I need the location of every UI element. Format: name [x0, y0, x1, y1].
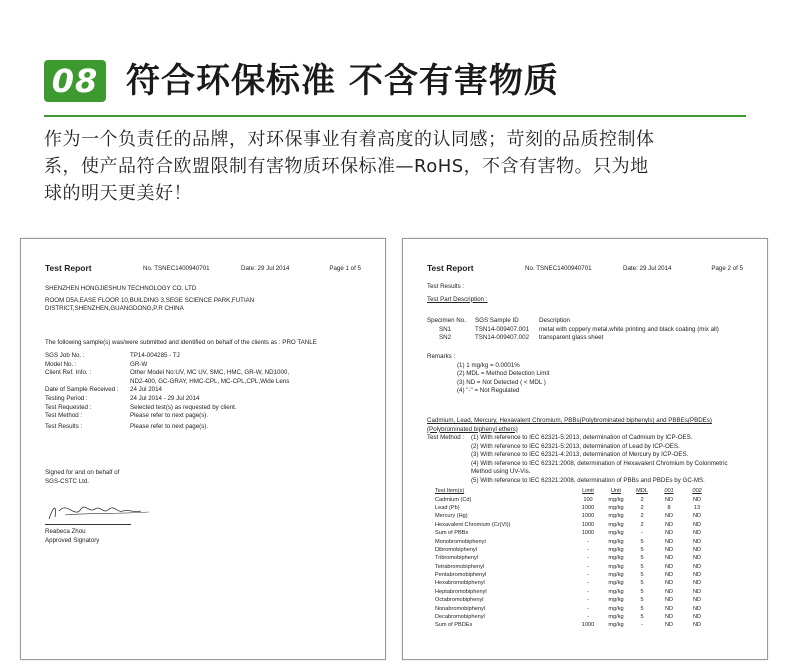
table-cell: -	[587, 546, 589, 553]
section-heading	[427, 417, 743, 434]
table-cell: 1000	[581, 513, 595, 520]
table-cell: 100	[583, 496, 593, 503]
report-page-number: Page 1 of 5	[329, 265, 361, 272]
table-cell: 2	[640, 504, 644, 511]
table-cell: mg/kg	[608, 605, 624, 612]
results-header-cell: Test Item(s)	[435, 488, 465, 495]
results-header-cell: 002	[692, 488, 702, 495]
table-cell: ND	[664, 622, 674, 629]
signed-for	[45, 469, 361, 486]
table-cell: Sum of PBDEs	[435, 622, 473, 629]
table-row	[435, 554, 711, 562]
detail-key: Test Results :	[45, 422, 83, 430]
handwritten-signature	[45, 497, 155, 525]
table-cell: Nonabromobiphenyl	[435, 605, 486, 612]
table-cell: 13	[693, 504, 701, 511]
method-line: (5) With reference to IEC 62321:2008, determination of PBBs and PBDEs by GC-MS.	[471, 476, 705, 484]
statement-text: The following sample(s) was/were submitted and identified on behalf of the clients as : PRO TANLE	[45, 339, 317, 346]
specimen-header-cell: Specimen No.	[427, 317, 466, 324]
table-cell: mg/kg	[608, 513, 624, 520]
table-cell: Pentabromobiphenyl	[435, 572, 487, 579]
table-cell: 8	[667, 504, 671, 511]
report-page-number: Page 2 of 5	[711, 265, 743, 272]
table-cell: Hexabromobiphenyl	[435, 580, 485, 587]
specimen-table	[427, 317, 743, 343]
section-heading-line: (Polybrominated biphenyl ethers)	[427, 425, 518, 433]
table-row	[435, 588, 711, 596]
intro-line: 作为一个负责任的品牌，对环保事业有着高度的认同感；苛刻的品质控制体	[44, 129, 655, 150]
table-cell: 1000	[581, 622, 595, 629]
report-title: Test Report	[427, 263, 474, 273]
table-cell: ND	[664, 588, 674, 595]
section-title: 符合环保标准 不含有害物质	[126, 61, 559, 101]
table-row	[435, 563, 711, 571]
remark-line: (3) ND = Not Detected ( < MDL )	[457, 378, 546, 386]
table-row	[435, 596, 711, 604]
detail-row	[45, 404, 361, 413]
detail-value: ND2-400, GC-GRAY, HMC-CPL, MC-CPL,CPL,Wide Lens	[130, 377, 290, 385]
table-cell: ND	[664, 538, 674, 545]
detail-row	[45, 423, 361, 432]
detail-value: Please refer to next page(s).	[130, 422, 209, 430]
sample-details	[45, 352, 361, 431]
section-header	[44, 60, 744, 108]
detail-row	[45, 412, 361, 421]
table-cell: ND	[692, 530, 702, 537]
specimen-row	[427, 326, 743, 335]
table-cell: mg/kg	[608, 614, 624, 621]
signed-line: SGS-CSTC Ltd.	[45, 477, 90, 485]
specimen-cell: SN2	[439, 334, 452, 342]
table-cell: ND	[692, 572, 702, 579]
table-cell: Heptabromobiphenyl	[435, 588, 487, 595]
table-cell: 1000	[581, 504, 595, 511]
specimen-cell: TSN14-009407.001	[475, 325, 530, 333]
table-cell: 2	[640, 496, 644, 503]
table-cell: mg/kg	[608, 538, 624, 545]
detail-value: Other Model No:UV, MC UV, SMC, HMC, GR-W, ND1000,	[130, 369, 290, 377]
signatory-role: Approved Signatory	[45, 536, 100, 544]
results-header-row	[435, 487, 711, 495]
table-cell: ND	[664, 605, 674, 612]
table-cell: ND	[664, 572, 674, 579]
test-part-label: Test Part Description :	[427, 295, 488, 303]
table-row	[435, 512, 711, 520]
table-cell: mg/kg	[608, 504, 624, 511]
table-row	[435, 495, 711, 503]
table-row	[435, 546, 711, 554]
table-cell: ND	[664, 597, 674, 604]
results-table	[435, 487, 711, 630]
report-date: Date: 29 Jul 2014	[623, 265, 672, 272]
results-body	[435, 495, 711, 629]
table-cell: ND	[692, 521, 702, 528]
table-cell: -	[587, 563, 589, 570]
table-cell: mg/kg	[608, 530, 624, 537]
table-cell: ND	[664, 614, 674, 621]
signatory	[45, 528, 361, 545]
table-cell: ND	[692, 538, 702, 545]
table-cell: ND	[664, 563, 674, 570]
table-cell: Tetrabromobiphenyl	[435, 563, 485, 570]
table-cell: 5	[640, 588, 644, 595]
table-cell: ND	[692, 605, 702, 612]
table-cell: ND	[692, 563, 702, 570]
table-cell: ND	[664, 546, 674, 553]
table-cell: ND	[664, 521, 674, 528]
specimen-cell: transparent glass sheet	[539, 334, 604, 342]
report-number: No. TSNEC1400940701	[525, 265, 592, 272]
table-cell: -	[587, 605, 589, 612]
specimen-header	[427, 317, 743, 326]
table-cell: 5	[640, 563, 644, 570]
table-cell: mg/kg	[608, 521, 624, 528]
table-cell: -	[587, 614, 589, 621]
table-cell: mg/kg	[608, 580, 624, 587]
specimen-cell: TSN14-009407.002	[475, 334, 530, 342]
table-cell: -	[641, 530, 643, 537]
table-cell: 5	[640, 605, 644, 612]
report-date: Date: 29 Jul 2014	[241, 265, 290, 272]
table-cell: Cadmium (Cd)	[435, 496, 472, 503]
table-cell: ND	[692, 622, 702, 629]
table-cell: -	[587, 597, 589, 604]
table-cell: ND	[692, 614, 702, 621]
table-cell: ND	[664, 513, 674, 520]
detail-key: Date of Sample Received :	[45, 386, 119, 394]
table-cell: 2	[640, 521, 644, 528]
table-row	[435, 613, 711, 621]
header-divider	[44, 115, 746, 117]
detail-value: 24 Jul 2014	[130, 386, 162, 394]
table-cell: Decabromobiphenyl	[435, 614, 485, 621]
signed-line: Signed for and on behalf of	[45, 469, 120, 476]
table-cell: ND	[692, 597, 702, 604]
method-line: Method using UV-Vis.	[471, 468, 531, 476]
specimen-cell: SN1	[439, 325, 452, 333]
detail-row	[45, 386, 361, 395]
table-cell: ND	[664, 580, 674, 587]
results-header-cell: 001	[664, 488, 674, 495]
address-line: SHENZHEN HONGJIESHUN TECHNOLOGY CO. LTD	[45, 285, 197, 292]
table-cell: 5	[640, 555, 644, 562]
table-cell: -	[587, 572, 589, 579]
address-line: DISTRICT,SHENZHEN,GUANGDONG,P.R CHINA	[45, 305, 184, 313]
report-number: No. TSNEC1400940701	[143, 265, 210, 272]
table-cell: -	[641, 622, 643, 629]
intro-line: 系，使产品符合欧盟限制有害物质环保标准—RoHS，不含有害物。只为地	[44, 156, 649, 177]
method-text: (1) With reference to IEC 62321-5:2013, determination of Cadmium by ICP-OES.	[471, 434, 693, 441]
intro-line: 球的明天更美好！	[44, 183, 192, 204]
test-methods	[427, 434, 743, 486]
table-row	[435, 621, 711, 629]
specimen-row	[427, 334, 743, 343]
table-cell: Tribromobiphenyl	[435, 555, 479, 562]
table-cell: 5	[640, 546, 644, 553]
test-report-page-1	[20, 238, 386, 660]
test-report-page-2	[402, 238, 768, 660]
table-cell: 2	[640, 513, 644, 520]
results-header-cell: Unit	[611, 488, 621, 495]
table-row	[435, 529, 711, 537]
table-cell: 5	[640, 538, 644, 545]
table-row	[435, 571, 711, 579]
table-cell: Lead (Pb)	[435, 504, 460, 511]
client-address	[45, 285, 361, 314]
section-heading-line: Cadmium, Lead, Mercury, Hexavalent Chromium, PBBs(Polybrominated biphenyls) and PBBEs(PBDEs)	[427, 417, 712, 424]
report-title: Test Report	[45, 263, 92, 273]
table-cell: ND	[692, 496, 702, 503]
detail-row	[45, 395, 361, 404]
table-cell: ND	[692, 546, 702, 553]
signatory-name: Reabeca Zhou	[45, 528, 86, 535]
detail-row	[45, 369, 361, 378]
detail-row	[45, 361, 361, 370]
detail-value: 24 Jul 2014 - 29 Jul 2014	[130, 394, 200, 402]
table-cell: ND	[664, 555, 674, 562]
detail-key: Model No. :	[45, 360, 77, 368]
detail-key: Test Method :	[45, 412, 83, 420]
table-row	[435, 521, 711, 529]
table-cell: -	[587, 588, 589, 595]
specimen-header-cell: SGS Sample ID	[475, 317, 519, 324]
table-cell: Sum of PBBs	[435, 530, 469, 537]
remarks	[427, 353, 743, 396]
detail-value: TP14-004285 - TJ	[130, 352, 180, 359]
table-cell: 1000	[581, 521, 595, 528]
table-cell: Hexavalent Chromium (Cr(VI))	[435, 521, 511, 528]
table-cell: 1000	[581, 530, 595, 537]
method-line: (3) With reference to IEC 62321-4:2013, determination of Mercury by ICP-OES.	[471, 451, 689, 459]
table-cell: mg/kg	[608, 555, 624, 562]
report-header	[45, 265, 361, 275]
results-header-cell: MDL	[636, 488, 648, 495]
detail-value: Selected test(s) as requested by client.	[130, 403, 237, 411]
detail-row	[45, 352, 361, 361]
method-line: (2) With reference to IEC 62321-5:2013, determination of Lead by ICP-OES.	[471, 442, 680, 450]
table-cell: mg/kg	[608, 622, 624, 629]
specimen-cell: metal with coppery metal,white printing and black coating (mix all)	[539, 325, 719, 333]
table-cell: -	[587, 555, 589, 562]
table-row	[435, 604, 711, 612]
results-header-cell: Limit	[582, 488, 594, 495]
table-cell: ND	[692, 555, 702, 562]
table-cell: 5	[640, 597, 644, 604]
test-method-label: Test Method :	[427, 434, 465, 441]
detail-key: Testing Period :	[45, 394, 88, 402]
table-cell: ND	[692, 588, 702, 595]
table-cell: Octabromobiphenyl	[435, 597, 484, 604]
section-number-badge: 08	[44, 60, 106, 102]
test-results-label: Test Results :	[427, 283, 465, 290]
table-cell: 5	[640, 572, 644, 579]
address-line: ROOM D5A,EASE FLOOR 10,BUILDING 3,SEGE SCIENCE PARK,FUTIAN	[45, 296, 255, 304]
table-cell: 5	[640, 580, 644, 587]
detail-value: Please refer to next page(s).	[130, 412, 209, 420]
detail-key: Test Requested :	[45, 403, 92, 411]
specimen-header-cell: Description	[539, 317, 570, 324]
method-line: (4) With reference to IEC 62321:2008, determination of Hexavalent Chromium by Colorimetric	[471, 459, 728, 467]
table-cell: mg/kg	[608, 572, 624, 579]
table-cell: Dibromobiphenyl	[435, 546, 477, 553]
submission-statement	[45, 339, 361, 348]
remark-line: (1) 1 mg/kg = 0.0001%	[457, 361, 520, 369]
table-cell: Monobromobiphenyl	[435, 538, 486, 545]
table-row	[435, 504, 711, 512]
table-cell: mg/kg	[608, 597, 624, 604]
test-results-heading	[427, 283, 743, 304]
table-row	[435, 579, 711, 587]
table-cell: mg/kg	[608, 563, 624, 570]
table-row	[435, 537, 711, 545]
table-cell: ND	[692, 513, 702, 520]
detail-value: GR-W	[130, 360, 148, 368]
table-cell: ND	[664, 530, 674, 537]
table-cell: -	[587, 580, 589, 587]
table-cell: ND	[692, 580, 702, 587]
table-cell: mg/kg	[608, 588, 624, 595]
report-header	[427, 265, 743, 275]
remarks-label: Remarks :	[427, 353, 456, 360]
detail-row	[45, 378, 361, 387]
table-cell: 5	[640, 614, 644, 621]
table-cell: mg/kg	[608, 546, 624, 553]
table-cell: ND	[664, 496, 674, 503]
table-cell: -	[587, 538, 589, 545]
detail-key: Client Ref. Info. :	[45, 369, 92, 377]
table-cell: mg/kg	[608, 496, 624, 503]
remark-line: (4) "-" = Not Regulated	[457, 387, 520, 395]
detail-key: SGS Job No. :	[45, 352, 85, 359]
table-cell: Mercury (Hg)	[435, 513, 468, 520]
remark-line: (2) MDL = Method Detection Limit	[457, 370, 550, 378]
method-line	[427, 434, 743, 443]
signature-line	[45, 524, 131, 525]
intro-paragraph	[44, 126, 746, 207]
